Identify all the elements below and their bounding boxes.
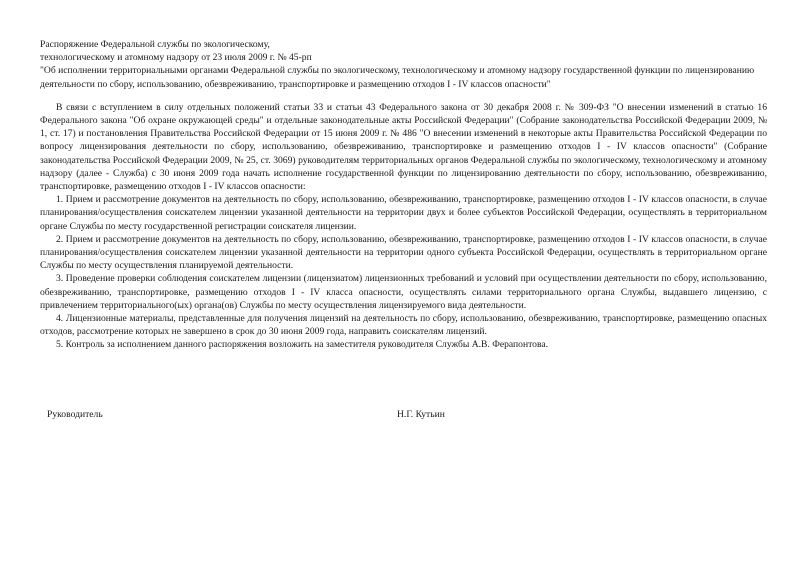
list-item: 3. Проведение проверки соблюдения соискателем лицензии (лицензиатом) лицензионных требований и условий при осуществлении деятельности по сбору, использованию, обезвреживанию, транспортировке, размещению отходов I - IV класса опасности, осуществлять силами территориального органа Службы, выдавшего лицензию, с привлечением территориального(ых) органа(ов) Службы по месту осуществления лицензируемого вида деятельности. <box>40 273 767 311</box>
list-item: 2. Прием и рассмотрение документов на деятельность по сбору, использованию, обезвреживанию, транспортировке, размещению отходов I - IV классов опасности, в случае планирования/осуществления соискателем лицензии указанной деятельности на территории одного субъекта Российской Федерации, осуществлять в территориальном органе Службы по месту осуществления планируемой деятельности. <box>40 233 767 272</box>
signatory-name: Н.Г. Кутьин <box>397 409 445 420</box>
header-line-1: Распоряжение Федеральной службы по экологическому, <box>40 39 270 50</box>
document-body <box>40 38 767 420</box>
list-item: 1. Прием и рассмотрение документов на деятельность по сбору, использованию, обезвреживанию, транспортировке, размещению отходов I - IV классов опасности, в случае планирования/осуществления соискателем лицензии указанной деятельности на территории двух и более субъектов Российской Федерации, осуществлять в территориальном органе Службы по месту государственной регистрации соискателя лицензии. <box>40 194 767 232</box>
header-line-2: технологическому и атомному надзору от 23 июля 2009 г. № 45-рп <box>40 52 312 64</box>
list-item: 5. Контроль за исполнением данного распоряжения возложить на заместителя руководителя Службы А.В. Ферапонтова. <box>56 339 549 351</box>
document-title: "Об исполнении территориальными органами Федеральной службы по экологическому, технологическому и атомному надзору государственной функции по лицензированию деятельности по сбору, использованию, обезвреживанию, транспортировке и размещению отходов I - IV классов опасности" <box>40 65 755 90</box>
intro-paragraph: В связи с вступлением в силу отдельных положений статьи 33 и статьи 43 Федерального закона от 30 декабря 2008 г. № 309-ФЗ "О внесении изменений в статью 16 Федерального закона "Об охране окружающей среды" и отдельные законодательные акты Российской Федерации" (Собрание законодательства Российской Федерации 2009, № 1, ст. 17) и постановления Правительства Российской Федерации от 15 июня 2009 г. № 486 "О внесении изменений в некоторые акты Правительства Российской Федерации по вопросу лицензирования деятельности по сбору, использованию, обезвреживанию, транспортировке и размещению отходов I - IV классов опасности" (Собрание законодательства Российской Федерации 2009, № 25, ст. 3069) руководителям территориальных органов Федеральной службы по экологическому, технологическому и атомному надзору (далее - Служба) с 30 июня 2009 года начать исполнение государственной функции по лицензированию деятельности по сбору, использованию, обезвреживанию, транспортировке, размещению отходов I - IV классов опасности: <box>40 101 767 193</box>
signatory-role: Руководитель <box>47 409 103 420</box>
list-item: 4. Лицензионные материалы, представленные для получения лицензий на деятельность по сбору, использованию, обезвреживанию, транспортировке, размещению опасных отходов, рассмотрение которых не завершено в срок до 30 июня 2009 года, направить соискателям лицензий. <box>40 313 767 338</box>
signature-block <box>47 408 767 422</box>
